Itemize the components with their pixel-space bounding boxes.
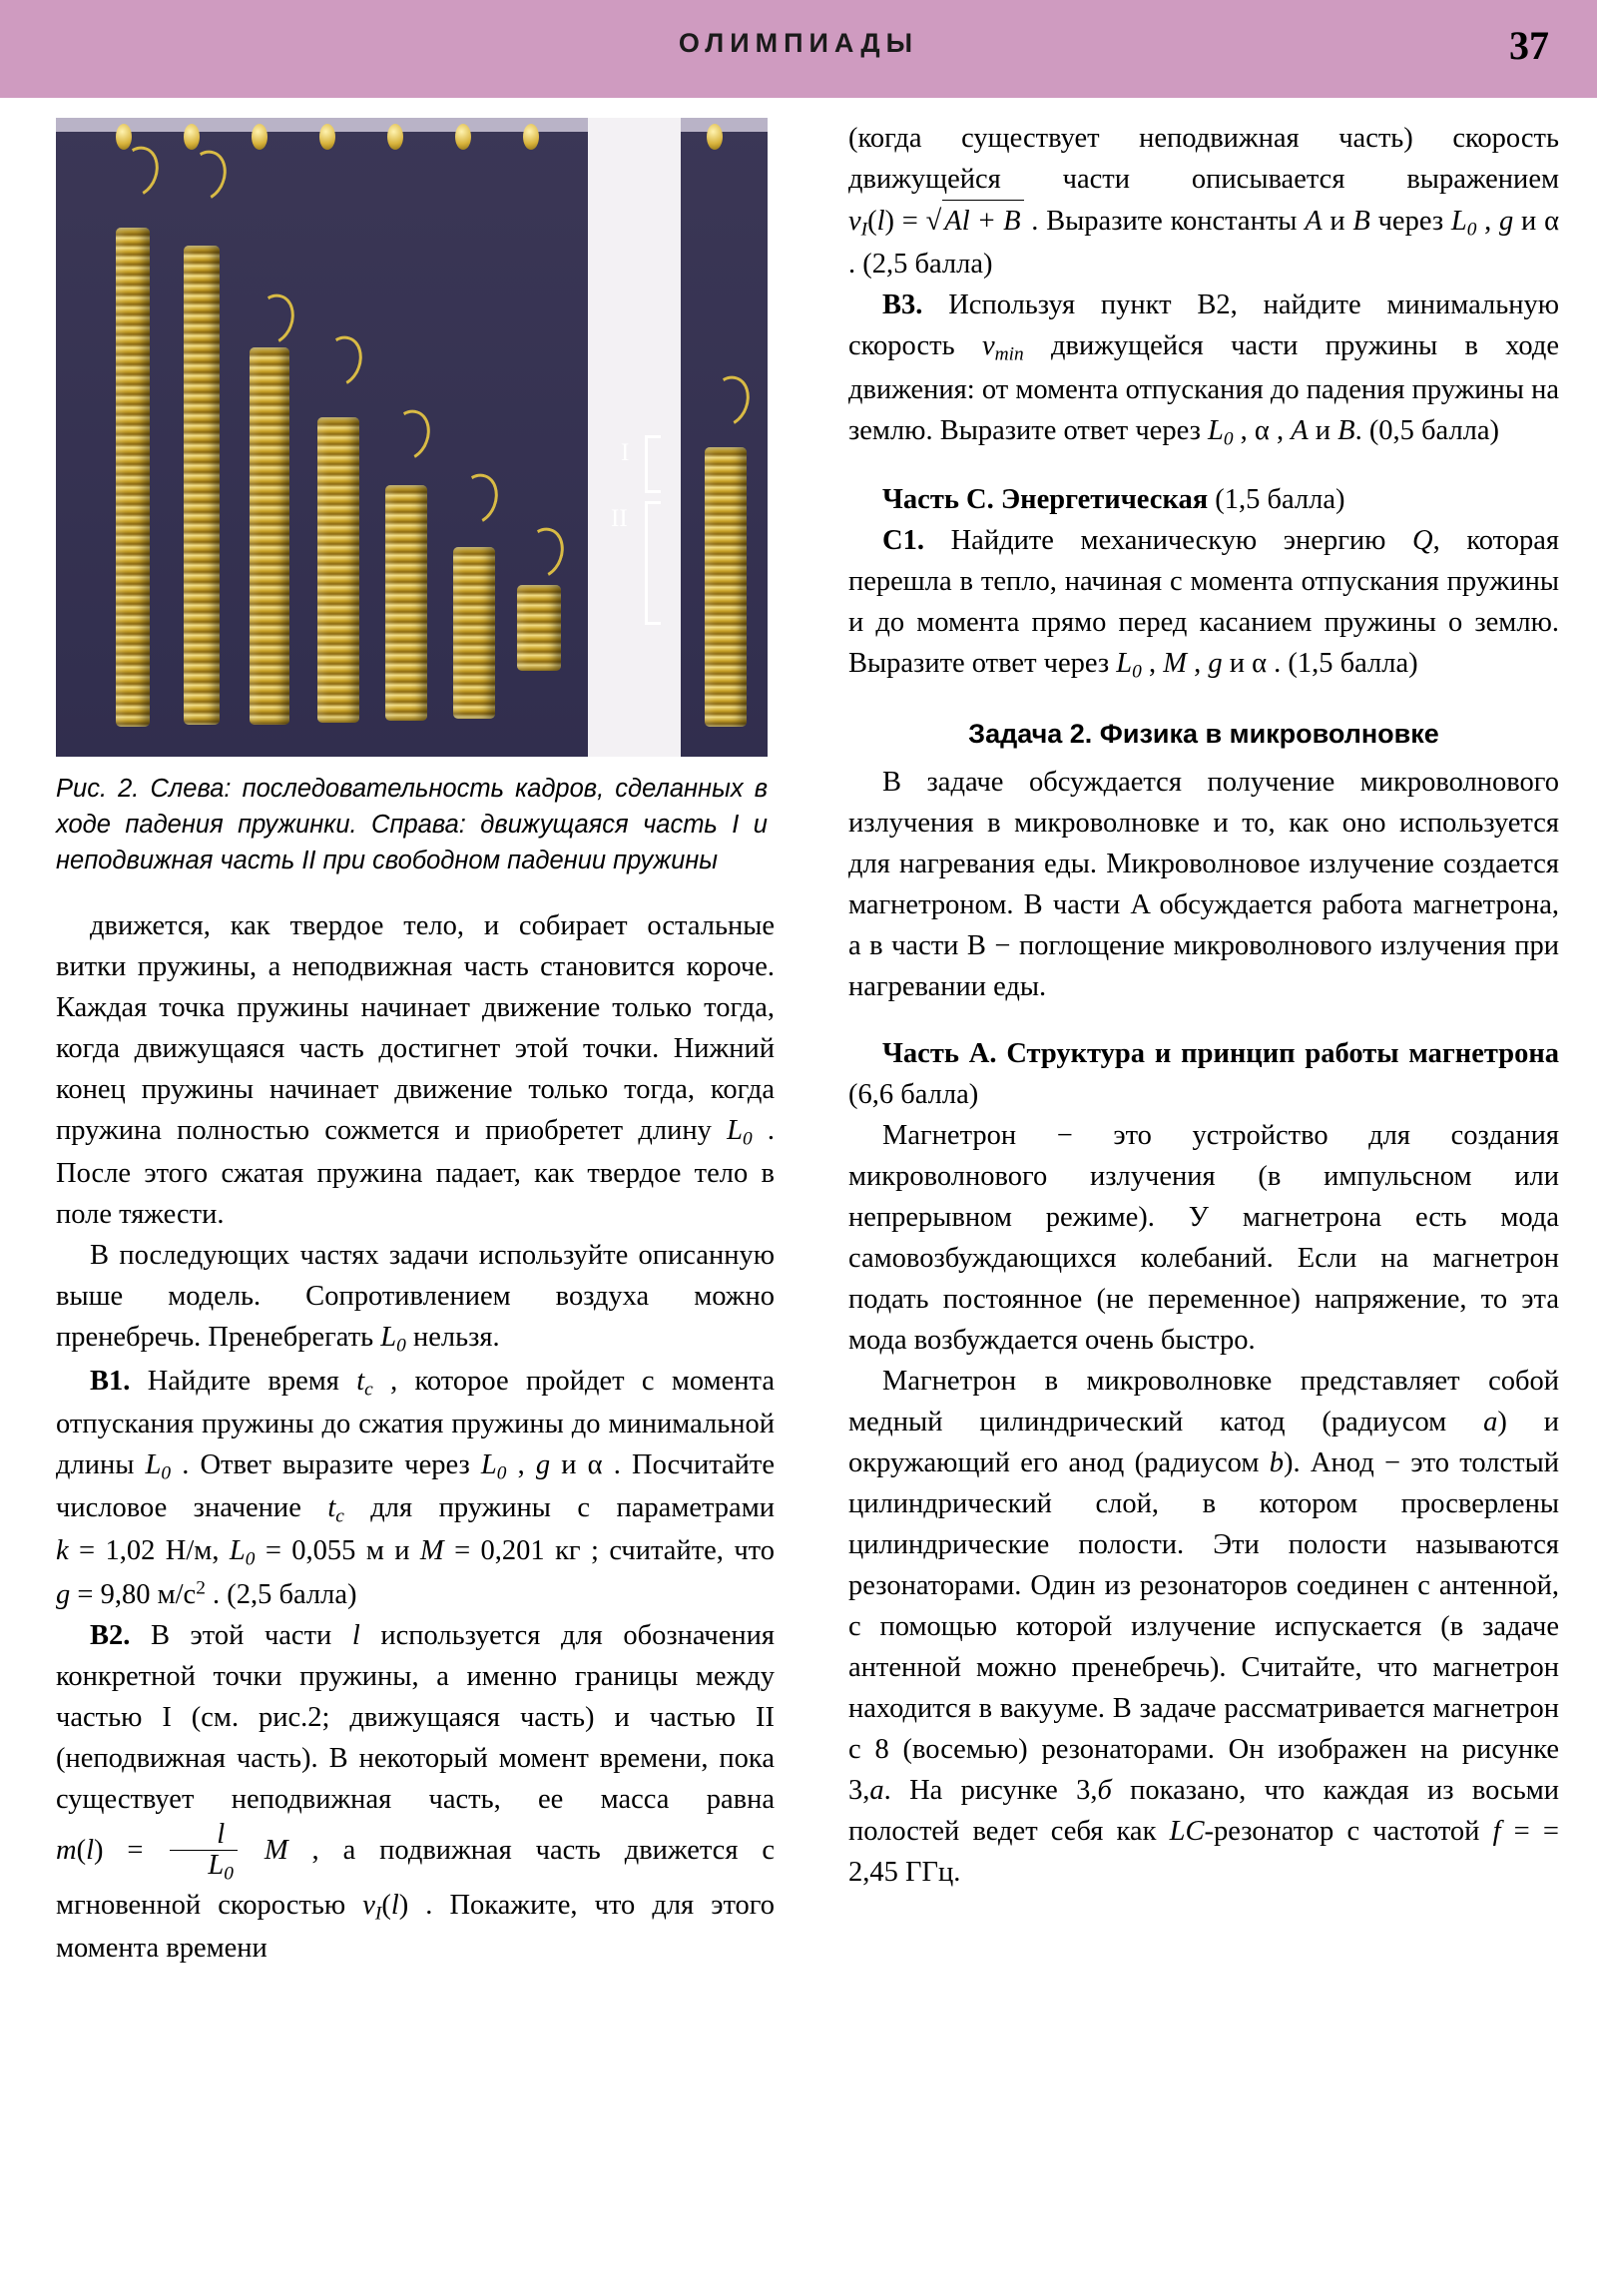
page-header-band <box>0 0 1597 98</box>
hook-icon <box>455 124 471 150</box>
figure-label-part-II: II <box>611 505 628 532</box>
part-a-title: Часть A. Структура и принцип работы магнетрона <box>882 1037 1559 1069</box>
paragraph-use-model: В последующих частях задачи используйте описанную выше модель. Сопротивлением воздуха можно пренебречь. Пренебрегать $L_0$ нельзя. <box>56 1240 775 1357</box>
hook-icon <box>387 124 403 150</box>
brace-part-I <box>645 435 661 493</box>
part-c-title: Часть C. Энергетическая <box>882 484 1209 516</box>
spring-parts-diagram <box>705 447 747 727</box>
page-title: ОЛИМПИАДЫ <box>678 28 919 58</box>
hook-icon <box>523 124 539 150</box>
figure-caption: Рис. 2. Слева: последовательность кадров, сделанных в ходе падения пружинки. Справа: движущаяся часть I и неподвижная часть II при свободном падении пружины <box>56 775 768 875</box>
right-column <box>848 118 1559 1893</box>
page-number: 37 <box>1509 23 1549 68</box>
item-b1: B1. Найдите время $t_c$ , которое пройдет с момента отпускания пружины до сжатия пружины до минимальной длины $L_0$ . Ответ выразите через $L_0$ , g и α . Посчитайте числовое значение $t_c$ для пружины с параметрами k = 1,02 Н/м, $L_0 = 0,055$ м и M = 0,201 кг ; считайте, что g = 9,80 $м/с^2$ . (2,5 балла) <box>56 1365 776 1610</box>
paragraph-continuation: (когда существует неподвижная часть) скорость движущейся части описывается выражением $v_I(l)$ = √ Al + B . Выразите константы A и B через $L_0$ , g и α . (2,5 балла) <box>848 123 1560 281</box>
figure-label-part-I: I <box>621 439 630 466</box>
spring-frame-6 <box>453 547 495 719</box>
part-c-heading <box>848 479 1559 520</box>
hook-icon <box>116 124 132 150</box>
item-c1: C1. Найдите механическую энергию Q, которая перешла в тепло, начиная с момента отпускания пружины и до момента прямо перед касанием пружины о землю. Выразите ответ через $L_0$ , M , g и α . (1,5 балла) <box>848 525 1559 683</box>
task-2-paragraph-2: Магнетрон в микроволновке представляет собой медный цилиндрический катод (радиусом a) и окружающий его анод (радиусом b). Анод − это толстый цилиндрический слой, в котором просверлены цилиндрические полости. Эти полости называются резонаторами. Один из резонаторов соединен с антенной, с помощью которой излучение испускается (в задаче антенной можно пренебречь). Считайте, что магнетрон находится в вакууме. В задаче рассматривается магнетрон с 8 (восемью) резонаторами. Он изображен на рисунке 3,а. На рисунке 3,б показано, что каждая из восьми полостей ведет себя как LC-резонатор с частотой f = = 2,45 ГГц. <box>848 1365 1559 1889</box>
left-column <box>56 118 775 1969</box>
spring-frame-5 <box>385 485 427 721</box>
part-a-points: (6,6 балла) <box>848 1078 979 1110</box>
figure-panel-gap <box>588 118 681 757</box>
item-b2: B2. В этой части l используется для обозначения конкретной точки пружины, а именно границы между частью I (см. рис.2; движущаяся часть) и частью II (неподвижная часть). В некоторый момент времени, пока существует неподвижная часть, ее масса равна m(l) = $\frac{l}{L_0}$ M , а подвижная часть движется с мгновенной скоростью $v_I(l)$ . Покажите, что для этого момента времени <box>56 1619 776 1964</box>
figure-2-image <box>56 118 768 757</box>
spring-frame-1 <box>116 228 150 727</box>
paragraph-model-description: движется, как твердое тело, и собирает остальные витки пружины, а неподвижная часть становится короче. Каждая точка пружины начинает движение только тогда, когда движущаяся часть достигнет этой точки. Нижний конец пружины начинает движение только тогда, когда пружина полностью сожмется и приобретет длину $L_0$ . После этого сжатая пружина падает, как твердое тело в поле тяжести. <box>56 909 775 1231</box>
brace-part-II <box>645 501 661 625</box>
task-2-intro: В задаче обсуждается получение микроволнового излучения в микроволновке и то, как оно используется для нагревания еды. Микроволновое излучение создается магнетроном. В части A обсуждается работа магнетрона, а в части B − поглощение микроволнового излучения при нагревании еды. <box>848 766 1559 1002</box>
spring-frame-2 <box>184 246 220 725</box>
hook-icon <box>184 124 200 150</box>
hook-icon <box>252 124 267 150</box>
spring-frame-3 <box>250 347 289 725</box>
item-b3: B3. Используя пункт B2, найдите минимальную скорость $v_{min}$ движущейся части пружины в ходе движения: от момента отпускания до падения пружины на землю. Выразите ответ через $L_0$ , α , A и B. (0,5 балла) <box>848 289 1559 450</box>
task-2-heading: Задача 2. Физика в микроволновке <box>968 718 1439 749</box>
spring-frame-4 <box>317 417 359 723</box>
spring-frame-7 <box>517 585 561 671</box>
task-2-paragraph-1: Магнетрон − это устройство для создания микроволнового излучения (в импульсном или непрерывном режиме). У магнетрона есть мода самовозбуждающихся колебаний. Если на магнетрон подать постоянное (не переменное) напряжение, то эта мода возбуждается очень быстро. <box>848 1119 1559 1356</box>
part-c-points: (1,5 балла) <box>1215 484 1345 516</box>
hook-icon <box>707 124 723 150</box>
part-a-heading <box>848 1033 1559 1115</box>
figure-ceiling-bar-right <box>681 118 768 132</box>
hook-icon <box>319 124 335 150</box>
